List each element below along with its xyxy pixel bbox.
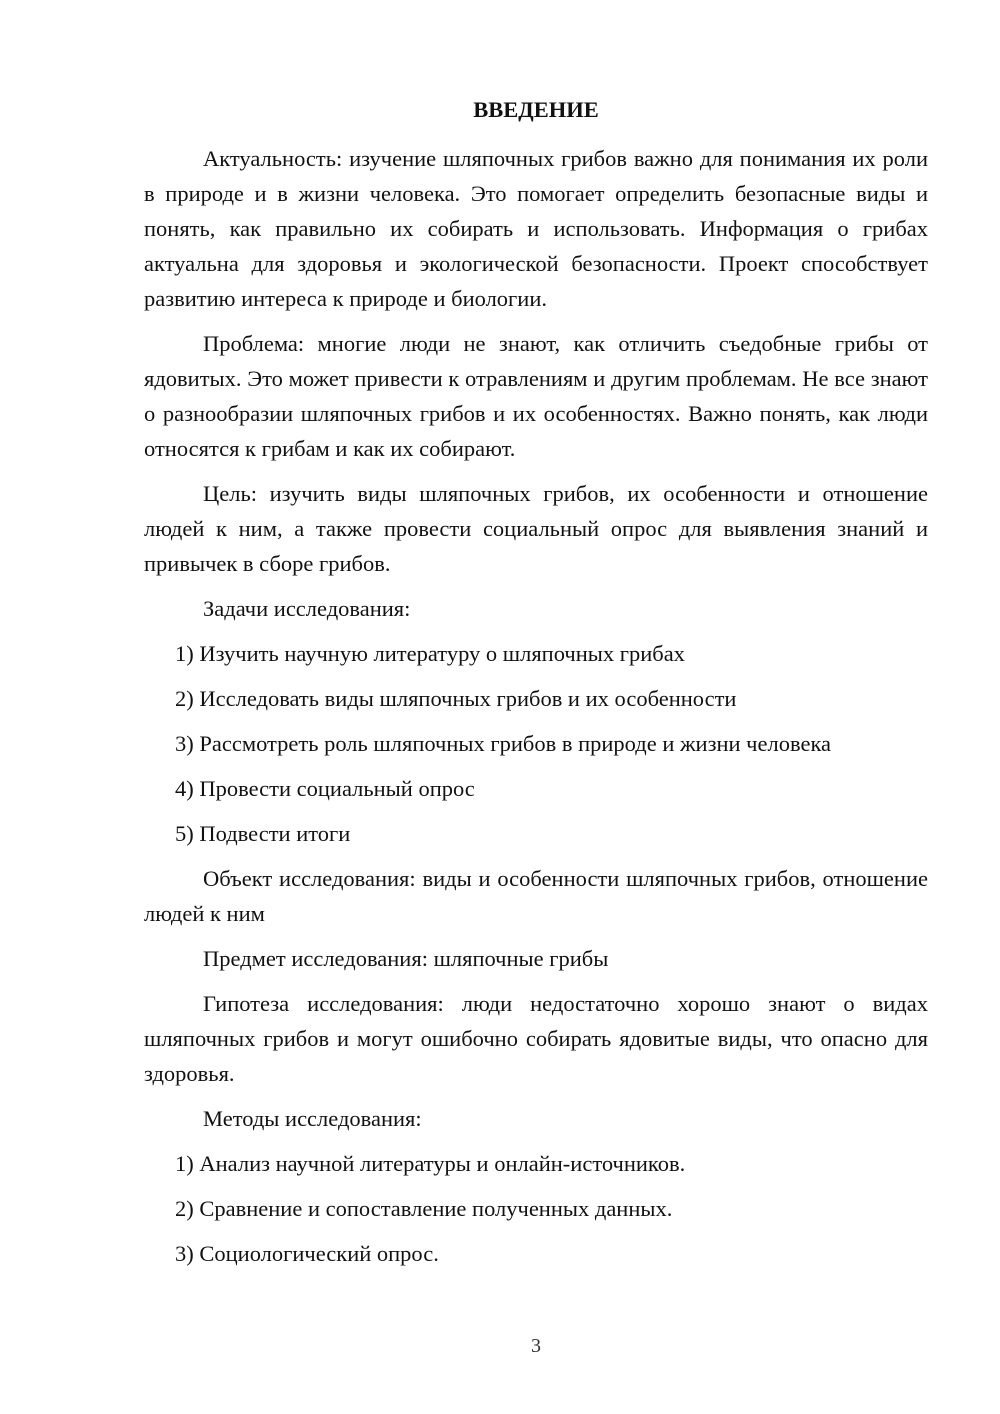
method-item: 2) Сравнение и сопоставление полученных данных. — [175, 1196, 673, 1221]
section-heading: ВВЕДЕНИЕ — [473, 97, 599, 122]
tasks-list — [144, 636, 928, 851]
task-item: 4) Провести социальный опрос — [175, 776, 475, 801]
methods-list — [144, 1146, 928, 1271]
method-item: 1) Анализ научной литературы и онлайн-источников. — [175, 1151, 686, 1176]
methods-heading: Методы исследования: — [203, 1106, 422, 1131]
tasks-heading: Задачи исследования: — [203, 596, 411, 621]
task-item: 3) Рассмотреть роль шляпочных грибов в природе и жизни человека — [175, 731, 832, 756]
problem-paragraph: Проблема: многие люди не знают, как отличить съедобные грибы от ядовитых. Это может привести к отравлениям и другим проблемам. Не все знают о разнообразии шляпочных грибов и их особенностях. Важно понять, как люди относятся к грибам и как их собирают. — [144, 331, 928, 461]
task-item: 2) Исследовать виды шляпочных грибов и их особенности — [175, 686, 737, 711]
task-item: 1) Изучить научную литературу о шляпочных грибах — [175, 641, 685, 666]
page-content — [144, 92, 928, 1281]
task-item: 5) Подвести итоги — [175, 821, 351, 846]
goal-paragraph: Цель: изучить виды шляпочных грибов, их особенности и отношение людей к ним, а также провести социальный опрос для выявления знаний и привычек в сборе грибов. — [144, 481, 928, 576]
page-number: 3 — [531, 1335, 541, 1357]
object-paragraph: Объект исследования: виды и особенности шляпочных грибов, отношение людей к ним — [144, 866, 928, 926]
method-item: 3) Социологический опрос. — [175, 1241, 439, 1266]
subject-paragraph: Предмет исследования: шляпочные грибы — [203, 946, 609, 971]
hypothesis-paragraph: Гипотеза исследования: люди недостаточно хорошо знают о видах шляпочных грибов и могут ошибочно собирать ядовитые виды, что опасно для здоровья. — [144, 991, 928, 1086]
relevance-paragraph: Актуальность: изучение шляпочных грибов важно для понимания их роли в природе и в жизни человека. Это помогает определить безопасные виды и понять, как правильно их собирать и использовать. Информация о грибах актуальна для здоровья и экологической безопасности. Проект способствует развитию интереса к природе и биологии. — [144, 146, 928, 311]
